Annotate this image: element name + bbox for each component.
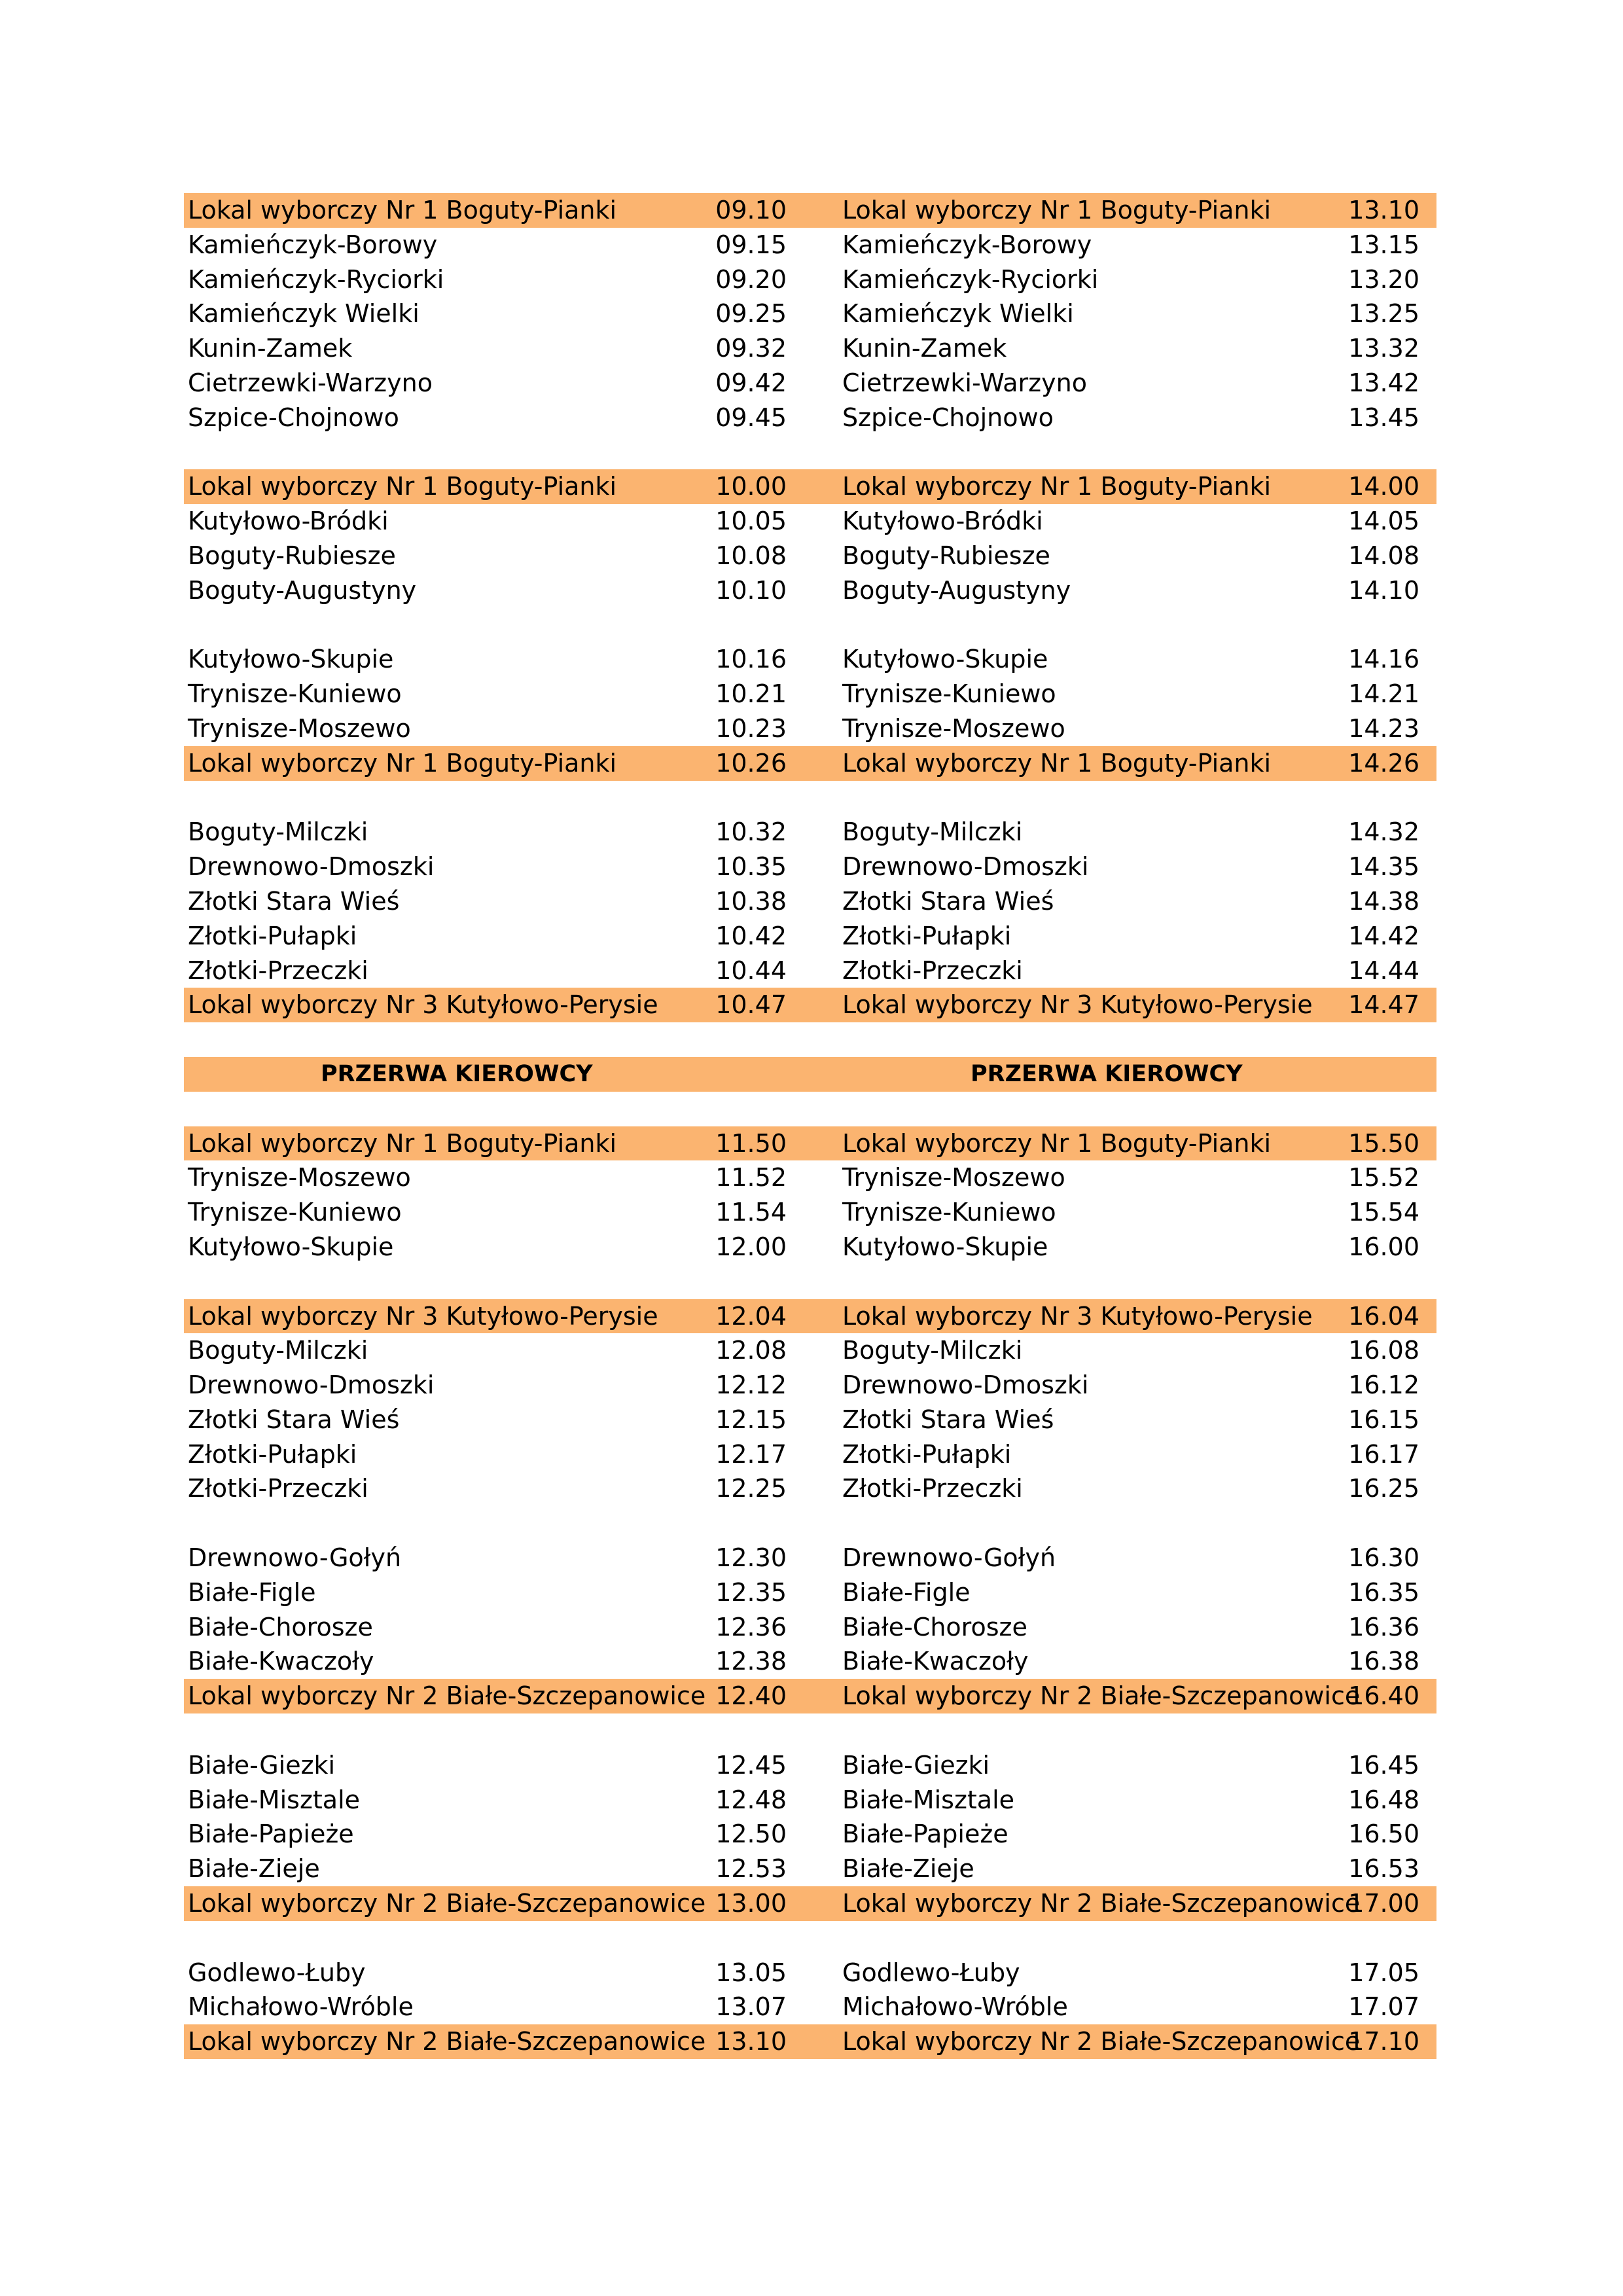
departure-time-left: 12.25	[715, 1474, 787, 1503]
stop-name-left: Złotki Stara Wieś	[188, 886, 400, 916]
polling-station-row	[184, 1126, 1436, 1161]
stop-name-left: Drewnowo-Gołyń	[188, 1543, 402, 1573]
stop-name-right: Cietrzewki-Warzyno	[842, 368, 1087, 397]
departure-time-left: 12.17	[715, 1439, 787, 1469]
departure-time-right: 16.25	[1348, 1474, 1419, 1503]
departure-time-left: 09.10	[715, 196, 787, 224]
polling-station-row	[184, 988, 1436, 1022]
stop-row	[184, 228, 1436, 262]
departure-time-left: 12.00	[715, 1232, 787, 1261]
stop-row	[184, 1644, 1436, 1679]
departure-time-right: 14.16	[1348, 645, 1419, 674]
stop-row	[184, 1403, 1436, 1437]
departure-time-left: 12.53	[715, 1854, 787, 1884]
stop-name-left: Lokal wyborczy Nr 1 Boguty-Pianki	[188, 472, 617, 501]
stop-row	[184, 1990, 1436, 2024]
stop-name-left: Białe-Zieje	[188, 1854, 320, 1884]
departure-time-right: 16.45	[1348, 1750, 1419, 1780]
stop-row	[184, 677, 1436, 711]
stop-name-left: Kamieńczyk-Ryciorki	[188, 264, 444, 294]
stop-row	[184, 1471, 1436, 1506]
departure-time-right: 14.23	[1348, 713, 1419, 743]
stop-name-left: Boguty-Augustyny	[188, 575, 417, 605]
departure-time-left: 12.04	[715, 1301, 787, 1331]
spacer-row	[184, 608, 1436, 643]
departure-time-left: 12.35	[715, 1577, 787, 1607]
stop-row	[184, 539, 1436, 573]
spacer-row	[184, 1022, 1436, 1057]
stop-name-left: Białe-Kwaczoły	[188, 1647, 374, 1676]
departure-time-left: 12.45	[715, 1750, 787, 1780]
departure-time-right: 16.50	[1348, 1820, 1419, 1849]
departure-time-right: 16.38	[1348, 1647, 1419, 1676]
stop-name-right: Lokal wyborczy Nr 1 Boguty-Pianki	[842, 196, 1272, 224]
departure-time-left: 09.45	[715, 403, 787, 432]
departure-time-left: 12.15	[715, 1405, 787, 1434]
stop-row	[184, 1852, 1436, 1886]
stop-name-left: Złotki-Pułapki	[188, 921, 357, 950]
stop-row	[184, 331, 1436, 366]
departure-time-right: 13.32	[1348, 334, 1419, 363]
departure-time-right: 13.45	[1348, 403, 1419, 432]
stop-row	[184, 1230, 1436, 1265]
departure-time-left: 13.07	[715, 1992, 787, 2022]
departure-time-left: 12.08	[715, 1336, 787, 1365]
stop-name-left: Cietrzewki-Warzyno	[188, 368, 433, 397]
departure-time-left: 12.40	[715, 1681, 787, 1711]
departure-time-left: 10.32	[715, 817, 787, 847]
departure-time-right: 17.00	[1348, 1889, 1419, 1918]
stop-row	[184, 573, 1436, 608]
departure-time-left: 10.47	[715, 990, 787, 1020]
stop-name-right: Lokal wyborczy Nr 1 Boguty-Pianki	[842, 748, 1272, 778]
stop-name-right: Kutyłowo-Skupie	[842, 645, 1048, 674]
stop-name-right: Michałowo-Wróble	[842, 1992, 1068, 2022]
stop-name-left: Lokal wyborczy Nr 2 Białe-Szczepanowice	[188, 1889, 706, 1918]
stop-name-right: Lokal wyborczy Nr 2 Białe-Szczepanowice	[842, 1681, 1361, 1711]
stop-name-right: Białe-Chorosze	[842, 1612, 1027, 1641]
departure-time-right: 13.42	[1348, 368, 1419, 397]
stop-row	[184, 884, 1436, 919]
stop-name-right: Złotki-Przeczki	[842, 956, 1023, 985]
departure-time-left: 11.54	[715, 1198, 787, 1227]
stop-name-right: Kamieńczyk-Ryciorki	[842, 264, 1099, 294]
spacer-row	[184, 1092, 1436, 1126]
departure-time-right: 13.25	[1348, 299, 1419, 329]
stop-name-right: Kutyłowo-Bródki	[842, 507, 1043, 536]
departure-time-right: 16.12	[1348, 1371, 1419, 1400]
stop-name-left: Białe-Figle	[188, 1577, 316, 1607]
spacer-row	[184, 781, 1436, 816]
spacer-row	[184, 1921, 1436, 1956]
stop-name-left: Trynisze-Kuniewo	[188, 679, 402, 709]
stop-name-right: Trynisze-Moszewo	[842, 713, 1065, 743]
stop-row	[184, 954, 1436, 988]
stop-name-right: Drewnowo-Dmoszki	[842, 852, 1089, 882]
stop-name-left: Lokal wyborczy Nr 1 Boguty-Pianki	[188, 196, 617, 224]
departure-time-right: 14.47	[1348, 990, 1419, 1020]
stop-row	[184, 711, 1436, 746]
stop-name-left: Trynisze-Moszewo	[188, 1163, 411, 1193]
departure-time-left: 12.30	[715, 1543, 787, 1573]
stop-name-right: Złotki Stara Wieś	[842, 886, 1054, 916]
departure-time-left: 12.50	[715, 1820, 787, 1849]
stop-name-right: Boguty-Rubiesze	[842, 541, 1050, 570]
stop-name-right: Białe-Papieże	[842, 1820, 1008, 1849]
departure-time-right: 16.40	[1348, 1681, 1419, 1711]
stop-name-right: Boguty-Augustyny	[842, 575, 1071, 605]
stop-row	[184, 1783, 1436, 1818]
stop-name-left: Białe-Papieże	[188, 1820, 354, 1849]
stop-name-left: Trynisze-Kuniewo	[188, 1198, 402, 1227]
stop-name-right: Szpice-Chojnowo	[842, 403, 1054, 432]
departure-time-right: 14.08	[1348, 541, 1419, 570]
polling-station-row	[184, 746, 1436, 781]
stop-name-left: Drewnowo-Dmoszki	[188, 1371, 435, 1400]
stop-row	[184, 296, 1436, 331]
departure-time-right: 13.15	[1348, 230, 1419, 259]
stop-name-left: Drewnowo-Dmoszki	[188, 852, 435, 882]
stop-row	[184, 1541, 1436, 1575]
stop-name-left: Lokal wyborczy Nr 1 Boguty-Pianki	[188, 1128, 617, 1158]
stop-name-right: Złotki-Pułapki	[842, 1439, 1012, 1469]
stop-row	[184, 1437, 1436, 1472]
stop-name-right: Godlewo-Łuby	[842, 1958, 1020, 1987]
departure-time-right: 15.52	[1348, 1163, 1419, 1193]
stop-name-left: Kamieńczyk Wielki	[188, 299, 419, 329]
departure-time-left: 09.25	[715, 299, 787, 329]
spacer-row	[184, 1713, 1436, 1748]
stop-name-left: Złotki-Pułapki	[188, 1439, 357, 1469]
departure-time-right: 15.54	[1348, 1198, 1419, 1227]
stop-name-left: Lokal wyborczy Nr 3 Kutyłowo-Perysie	[188, 1301, 658, 1331]
stop-row	[184, 1748, 1436, 1783]
stop-name-right: Drewnowo-Gołyń	[842, 1543, 1056, 1573]
stop-name-left: Kutyłowo-Skupie	[188, 645, 394, 674]
departure-time-right: 15.50	[1348, 1128, 1419, 1158]
departure-time-right: 16.35	[1348, 1577, 1419, 1607]
stop-name-left: Kunin-Zamek	[188, 334, 353, 363]
stop-row	[184, 401, 1436, 435]
departure-time-right: 14.32	[1348, 817, 1419, 847]
stop-row	[184, 1160, 1436, 1195]
stop-name-right: Kutyłowo-Skupie	[842, 1232, 1048, 1261]
polling-station-row	[184, 2024, 1436, 2059]
polling-station-row	[184, 193, 1436, 228]
polling-station-row	[184, 469, 1436, 504]
stop-name-left: Lokal wyborczy Nr 3 Kutyłowo-Perysie	[188, 990, 658, 1020]
stop-name-right: Złotki Stara Wieś	[842, 1405, 1054, 1434]
stop-name-right: Lokal wyborczy Nr 2 Białe-Szczepanowice	[842, 1889, 1361, 1918]
departure-time-left: 10.26	[715, 748, 787, 778]
stop-name-right: Trynisze-Kuniewo	[842, 1198, 1056, 1227]
spacer-row	[184, 1506, 1436, 1541]
departure-time-left: 10.10	[715, 575, 787, 605]
stop-name-left: Lokal wyborczy Nr 2 Białe-Szczepanowice	[188, 1681, 706, 1711]
stop-row	[184, 366, 1436, 401]
departure-time-right: 16.04	[1348, 1301, 1419, 1331]
departure-time-left: 12.48	[715, 1785, 787, 1814]
departure-time-left: 09.42	[715, 368, 787, 397]
stop-name-left: Lokal wyborczy Nr 2 Białe-Szczepanowice	[188, 2027, 706, 2056]
stop-row	[184, 1610, 1436, 1645]
timetable	[184, 193, 1436, 2059]
departure-time-left: 10.16	[715, 645, 787, 674]
stop-name-left: Lokal wyborczy Nr 1 Boguty-Pianki	[188, 748, 617, 778]
stop-name-right: Lokal wyborczy Nr 3 Kutyłowo-Perysie	[842, 1301, 1313, 1331]
departure-time-left: 12.36	[715, 1612, 787, 1641]
departure-time-right: 14.05	[1348, 507, 1419, 536]
departure-time-left: 11.52	[715, 1163, 787, 1193]
departure-time-right: 16.30	[1348, 1543, 1419, 1573]
stop-row	[184, 1333, 1436, 1368]
departure-time-left: 10.44	[715, 956, 787, 985]
stop-name-right: Lokal wyborczy Nr 1 Boguty-Pianki	[842, 472, 1272, 501]
stop-name-left: Złotki-Przeczki	[188, 956, 368, 985]
stop-name-right: Trynisze-Kuniewo	[842, 679, 1056, 709]
departure-time-right: 16.00	[1348, 1232, 1419, 1261]
departure-time-right: 16.17	[1348, 1439, 1419, 1469]
stop-name-right: Białe-Giezki	[842, 1750, 990, 1780]
departure-time-right: 16.48	[1348, 1785, 1419, 1814]
departure-time-right: 14.21	[1348, 679, 1419, 709]
departure-time-right: 14.44	[1348, 956, 1419, 985]
driver-break-row	[184, 1057, 1436, 1092]
stop-name-left: Złotki-Przeczki	[188, 1474, 368, 1503]
departure-time-left: 10.00	[715, 472, 787, 501]
stop-row	[184, 850, 1436, 884]
departure-time-left: 09.20	[715, 264, 787, 294]
stop-name-left: Kutyłowo-Skupie	[188, 1232, 394, 1261]
stop-name-left: Białe-Chorosze	[188, 1612, 373, 1641]
departure-time-left: 10.08	[715, 541, 787, 570]
stop-name-left: Trynisze-Moszewo	[188, 713, 411, 743]
stop-name-left: Kutyłowo-Bródki	[188, 507, 389, 536]
stop-name-right: Kamieńczyk-Borowy	[842, 230, 1092, 259]
stop-name-left: Michałowo-Wróble	[188, 1992, 414, 2022]
departure-time-right: 17.05	[1348, 1958, 1419, 1987]
driver-break-label-right: PRZERWA KIEROWCY	[971, 1060, 1243, 1087]
stop-name-right: Lokal wyborczy Nr 1 Boguty-Pianki	[842, 1128, 1272, 1158]
stop-name-right: Białe-Kwaczoły	[842, 1647, 1029, 1676]
stop-name-right: Białe-Figle	[842, 1577, 971, 1607]
departure-time-left: 12.12	[715, 1371, 787, 1400]
departure-time-right: 13.20	[1348, 264, 1419, 294]
stop-name-right: Lokal wyborczy Nr 2 Białe-Szczepanowice	[842, 2027, 1361, 2056]
stop-name-left: Boguty-Milczki	[188, 817, 368, 847]
departure-time-right: 14.00	[1348, 472, 1419, 501]
driver-break-label-left: PRZERWA KIEROWCY	[321, 1060, 593, 1087]
departure-time-left: 10.05	[715, 507, 787, 536]
stop-row	[184, 815, 1436, 850]
departure-time-right: 16.15	[1348, 1405, 1419, 1434]
stop-name-left: Białe-Giezki	[188, 1750, 336, 1780]
stop-name-left: Godlewo-Łuby	[188, 1958, 366, 1987]
departure-time-right: 14.42	[1348, 921, 1419, 950]
spacer-row	[184, 1265, 1436, 1299]
departure-time-right: 17.10	[1348, 2027, 1419, 2056]
stop-name-right: Boguty-Milczki	[842, 1336, 1023, 1365]
stop-name-right: Złotki-Przeczki	[842, 1474, 1023, 1503]
stop-row	[184, 1195, 1436, 1230]
departure-time-left: 10.35	[715, 852, 787, 882]
departure-time-right: 17.07	[1348, 1992, 1419, 2022]
stop-name-left: Boguty-Milczki	[188, 1336, 368, 1365]
stop-name-right: Trynisze-Moszewo	[842, 1163, 1065, 1193]
stop-row	[184, 642, 1436, 677]
stop-name-left: Kamieńczyk-Borowy	[188, 230, 438, 259]
stop-name-right: Kunin-Zamek	[842, 334, 1007, 363]
stop-row	[184, 1575, 1436, 1610]
departure-time-left: 13.10	[715, 2027, 787, 2056]
departure-time-left: 13.00	[715, 1889, 787, 1918]
departure-time-left: 09.32	[715, 334, 787, 363]
stop-row	[184, 1817, 1436, 1852]
stop-name-right: Drewnowo-Dmoszki	[842, 1371, 1089, 1400]
stop-row	[184, 919, 1436, 954]
stop-name-right: Boguty-Milczki	[842, 817, 1023, 847]
departure-time-left: 10.42	[715, 921, 787, 950]
departure-time-right: 16.36	[1348, 1612, 1419, 1641]
stop-name-right: Kamieńczyk Wielki	[842, 299, 1074, 329]
stop-name-right: Białe-Misztale	[842, 1785, 1015, 1814]
spacer-row	[184, 435, 1436, 470]
departure-time-left: 10.38	[715, 886, 787, 916]
departure-time-right: 16.08	[1348, 1336, 1419, 1365]
stop-name-right: Złotki-Pułapki	[842, 921, 1012, 950]
departure-time-left: 12.38	[715, 1647, 787, 1676]
departure-time-left: 13.05	[715, 1958, 787, 1987]
stop-row	[184, 262, 1436, 297]
departure-time-right: 16.53	[1348, 1854, 1419, 1884]
polling-station-row	[184, 1679, 1436, 1713]
polling-station-row	[184, 1299, 1436, 1334]
departure-time-right: 14.10	[1348, 575, 1419, 605]
departure-time-right: 14.38	[1348, 886, 1419, 916]
stop-name-left: Złotki Stara Wieś	[188, 1405, 400, 1434]
stop-name-right: Lokal wyborczy Nr 3 Kutyłowo-Perysie	[842, 990, 1313, 1020]
departure-time-right: 14.26	[1348, 748, 1419, 778]
stop-row	[184, 1368, 1436, 1403]
polling-station-row	[184, 1886, 1436, 1921]
stop-row	[184, 504, 1436, 539]
departure-time-left: 11.50	[715, 1128, 787, 1158]
stop-row	[184, 1956, 1436, 1990]
departure-time-right: 13.10	[1348, 196, 1419, 224]
stop-name-right: Białe-Zieje	[842, 1854, 974, 1884]
departure-time-left: 10.21	[715, 679, 787, 709]
stop-name-left: Szpice-Chojnowo	[188, 403, 399, 432]
departure-time-left: 09.15	[715, 230, 787, 259]
departure-time-left: 10.23	[715, 713, 787, 743]
stop-name-left: Białe-Misztale	[188, 1785, 361, 1814]
stop-name-left: Boguty-Rubiesze	[188, 541, 396, 570]
departure-time-right: 14.35	[1348, 852, 1419, 882]
